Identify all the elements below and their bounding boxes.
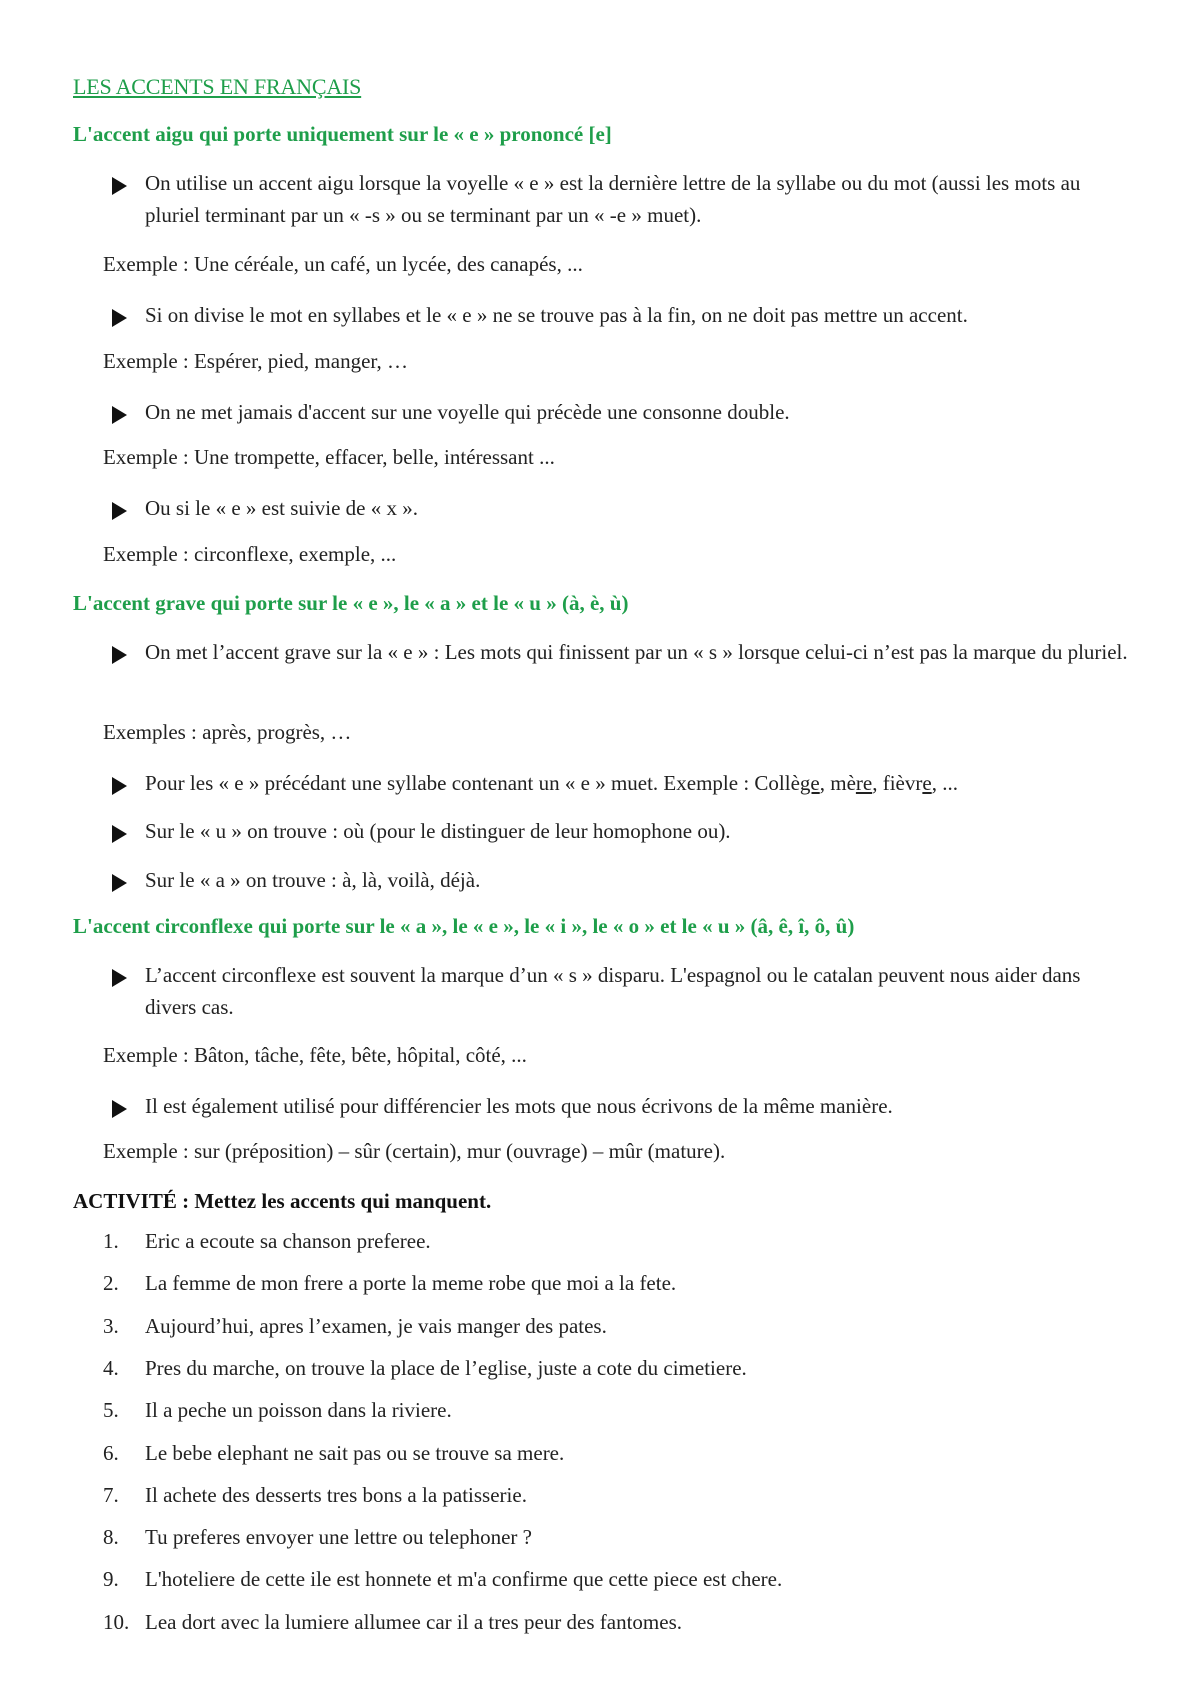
example-aigu-3: Exemple : Une trompette, effacer, belle, intéressant ...: [103, 445, 555, 469]
item-number: 10.: [103, 1610, 130, 1634]
example-aigu-1: Exemple : Une céréale, un café, un lycée, des canapés, ...: [103, 252, 583, 276]
example-aigu-4: Exemple : circonflexe, exemple, ...: [103, 542, 397, 566]
muted-syllable: e: [922, 771, 932, 795]
item-text: Aujourd’hui, apres l’examen, je vais manger des pates.: [145, 1314, 607, 1338]
bullet-text-part: , mè: [819, 771, 856, 795]
bullet-arrow-icon: [112, 969, 127, 987]
item-number: 1.: [103, 1229, 119, 1253]
item-number: 7.: [103, 1483, 119, 1507]
item-number: 9.: [103, 1567, 119, 1591]
example-grave-1: Exemples : après, progrès, …: [103, 720, 352, 744]
activity-title: ACTIVITÉ : Mettez les accents qui manquent.: [73, 1189, 492, 1213]
bullet-text: [145, 767, 1132, 799]
bullet-grave-4: [112, 864, 1132, 896]
section-heading-aigu: L'accent aigu qui porte uniquement sur le « e » prononcé [e]: [73, 122, 612, 146]
muted-syllable: ge: [799, 771, 820, 795]
item-number: 6.: [103, 1441, 119, 1465]
bullet-text: Il est également utilisé pour différencier les mots que nous écrivons de la même manière.: [145, 1094, 893, 1118]
bullet-text: Sur le « u » on trouve : où (pour le distinguer de leur homophone ou).: [145, 819, 731, 843]
item-number: 8.: [103, 1525, 119, 1549]
bullet-aigu-4: [112, 492, 1132, 524]
bullet-arrow-icon: [112, 646, 127, 664]
item-text: Pres du marche, on trouve la place de l’eglise, juste a cote du cimetiere.: [145, 1356, 747, 1380]
item-number: 4.: [103, 1356, 119, 1380]
bullet-text: Ou si le « e » est suivie de « x ».: [145, 496, 418, 520]
bullet-aigu-2: [112, 299, 1132, 331]
bullet-arrow-icon: [112, 309, 127, 327]
section-heading-grave: L'accent grave qui porte sur le « e », le « a » et le « u » (à, è, ù): [73, 591, 629, 615]
example-circonflexe-1: Exemple : Bâton, tâche, fête, bête, hôpital, côté, ...: [103, 1043, 527, 1067]
activity-item: [103, 1567, 782, 1592]
bullet-arrow-icon: [112, 406, 127, 424]
bullet-circonflexe-1: [112, 959, 1132, 1023]
activity-item: [103, 1441, 564, 1466]
bullet-circonflexe-2: [112, 1090, 1132, 1122]
bullet-text: On ne met jamais d'accent sur une voyelle qui précède une consonne double.: [145, 400, 790, 424]
example-aigu-2: Exemple : Espérer, pied, manger, …: [103, 349, 409, 373]
item-text: L'hoteliere de cette ile est honnete et m'a confirme que cette piece est chere.: [145, 1567, 783, 1591]
activity-item: [103, 1525, 532, 1550]
bullet-aigu-1: [112, 167, 1132, 231]
muted-syllable: re: [855, 771, 873, 795]
bullet-arrow-icon: [112, 502, 127, 520]
activity-item: [103, 1356, 747, 1381]
item-text: Tu preferes envoyer une lettre ou telephoner ?: [145, 1525, 532, 1549]
item-text: Eric a ecoute sa chanson preferee.: [145, 1229, 431, 1253]
bullet-arrow-icon: [112, 1100, 127, 1118]
activity-item: [103, 1271, 676, 1296]
bullet-arrow-icon: [112, 777, 127, 795]
bullet-arrow-icon: [112, 874, 127, 892]
bullet-text: L’accent circonflexe est souvent la marque d’un « s » disparu. L'espagnol ou le catalan peuvent nous aider dans divers cas.: [145, 963, 1081, 1019]
item-text: Lea dort avec la lumiere allumee car il a tres peur des fantomes.: [145, 1610, 682, 1634]
bullet-text: On utilise un accent aigu lorsque la voyelle « e » est la dernière lettre de la syllabe ou du mot (aussi les mots au pluriel terminant par un « -s » ou se terminant par un « -e » muet).: [145, 171, 1081, 227]
bullet-grave-2: [112, 767, 1132, 799]
example-circonflexe-2: Exemple : sur (préposition) – sûr (certain), mur (ouvrage) – mûr (mature).: [103, 1139, 726, 1163]
bullet-arrow-icon: [112, 177, 127, 195]
item-number: 5.: [103, 1398, 119, 1422]
item-number: 2.: [103, 1271, 119, 1295]
item-text: Le bebe elephant ne sait pas ou se trouve sa mere.: [145, 1441, 565, 1465]
item-text: La femme de mon frere a porte la meme robe que moi a la fete.: [145, 1271, 677, 1295]
bullet-text-part: Pour les « e » précédant une syllabe contenant un « e » muet. Exemple : Collè: [145, 771, 800, 795]
bullet-text: On met l’accent grave sur la « e » : Les mots qui finissent par un « s » lorsque celui-ci n’est pas la marque du pluriel.: [145, 640, 1128, 664]
section-heading-circonflexe: L'accent circonflexe qui porte sur le « a », le « e », le « i », le « o » et le « u » (â, ê, î, ô, û): [73, 914, 855, 938]
activity-item: [103, 1314, 607, 1339]
bullet-text: Si on divise le mot en syllabes et le « e » ne se trouve pas à la fin, on ne doit pas mettre un accent.: [145, 303, 968, 327]
activity-item: [103, 1229, 431, 1254]
bullet-arrow-icon: [112, 825, 127, 843]
activity-item: [103, 1610, 682, 1635]
item-text: Il a peche un poisson dans la riviere.: [145, 1398, 452, 1422]
bullet-grave-1: [112, 636, 1132, 668]
item-number: 3.: [103, 1314, 119, 1338]
bullet-aigu-3: [112, 396, 1132, 428]
document-title: LES ACCENTS EN FRANÇAIS: [73, 74, 362, 99]
activity-item: [103, 1483, 527, 1508]
bullet-text-part: , ...: [931, 771, 958, 795]
item-text: Il achete des desserts tres bons a la patisserie.: [145, 1483, 527, 1507]
bullet-text-part: , fièvr: [872, 771, 923, 795]
bullet-grave-3: [112, 815, 1132, 847]
activity-item: [103, 1398, 452, 1423]
bullet-text: Sur le « a » on trouve : à, là, voilà, déjà.: [145, 868, 481, 892]
